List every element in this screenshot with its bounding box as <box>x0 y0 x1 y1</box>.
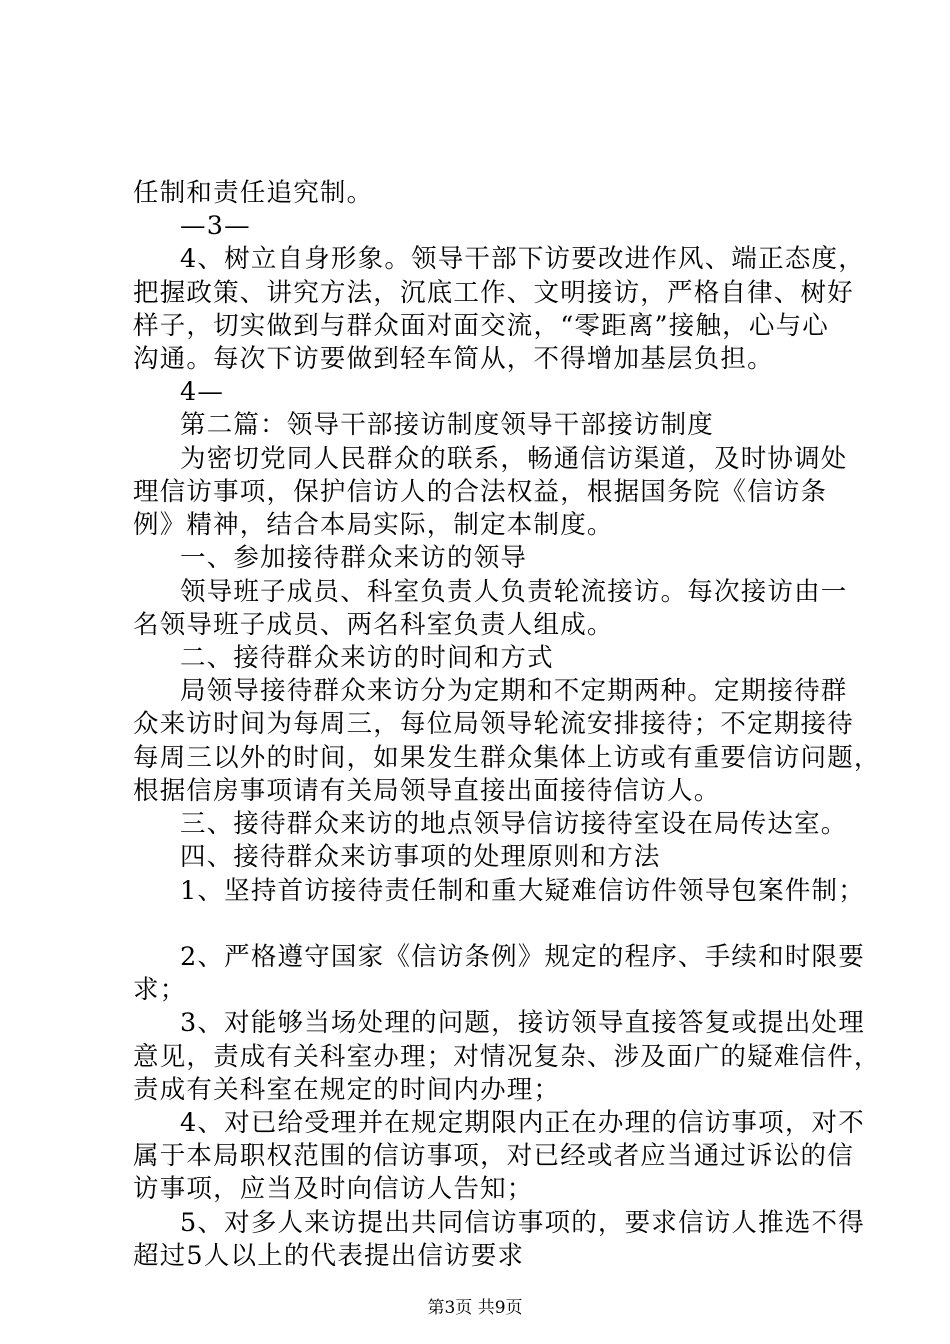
text-line: 理信访事项，保护信访人的合法权益，根据国务院《信访条 <box>133 477 828 507</box>
text-line: 例》精神，结合本局实际，制定本制度。 <box>133 510 614 540</box>
list-item: 1、坚持首访接待责任制和重大疑难信访件领导包案件制； <box>180 876 865 906</box>
text-line: 任制和责任追究制。 <box>133 178 374 208</box>
subheading: 一、参加接待群众来访的领导 <box>180 543 528 573</box>
text-line: 根据信房事项请有关局领导直接出面接待信访人。 <box>133 776 721 806</box>
list-item: 3、对能够当场处理的问题，接访领导直接答复或提出处理 <box>180 1008 865 1038</box>
subheading: 二、接待群众来访的时间和方式 <box>180 643 554 673</box>
text-line: 责成有关科室在规定的时间内办理； <box>133 1075 561 1105</box>
text-line: 求； <box>133 975 187 1005</box>
text-line: 属于本局职权范围的信访事项，对已经或者应当通过诉讼的信 <box>133 1141 854 1171</box>
list-item: 2、严格遵守国家《信访条例》规定的程序、手续和时限要 <box>180 942 865 972</box>
list-item: 5、对多人来访提出共同信访事项的，要求信访人推选不得 <box>180 1208 865 1238</box>
text-line: 众来访时间为每周三，每位局领导轮流安排接待；不定期接待 <box>133 709 854 739</box>
text-line: 为密切党同人民群众的联系，畅通信访渠道，及时协调处 <box>180 444 848 474</box>
text-line: 超过5人以上的代表提出信访要求 <box>133 1241 525 1271</box>
list-item: 4、对已给受理并在规定期限内正在办理的信访事项，对不 <box>180 1108 865 1138</box>
page-marker: 4— <box>180 377 225 407</box>
page-marker: —3— <box>180 211 251 241</box>
text-line: 领导班子成员、科室负责人负责轮流接访。每次接访由一 <box>180 577 848 607</box>
text-line: 访事项，应当及时向信访人告知； <box>133 1174 534 1204</box>
text-line: 4、树立自身形象。领导干部下访要改进作风、端正态度， <box>180 244 865 274</box>
page-number-footer: 第3页 共9页 <box>427 1298 523 1318</box>
text-line: 沟通。每次下访要做到轻车简从，不得增加基层负担。 <box>133 344 774 374</box>
subheading: 三、接待群众来访的地点领导信访接待室设在局传达室。 <box>180 809 848 839</box>
text-line: 名领导班子成员、两名科室负责人组成。 <box>133 610 614 640</box>
text-line: 意见，责成有关科室办理；对情况复杂、涉及面广的疑难信件， <box>133 1042 881 1072</box>
subheading: 四、接待群众来访事项的处理原则和方法 <box>180 842 661 872</box>
section-heading: 第二篇：领导干部接访制度领导干部接访制度 <box>180 410 715 440</box>
text-line: 每周三以外的时间，如果发生群众集体上访或有重要信访问题， <box>133 743 881 773</box>
text-line: 把握政策、讲究方法，沉底工作、文明接访，严格自律、树好 <box>133 278 854 308</box>
text-line: 样子，切实做到与群众面对面交流，“零距离”接触，心与心 <box>133 311 829 341</box>
text-line: 局领导接待群众来访分为定期和不定期两种。定期接待群 <box>180 676 848 706</box>
